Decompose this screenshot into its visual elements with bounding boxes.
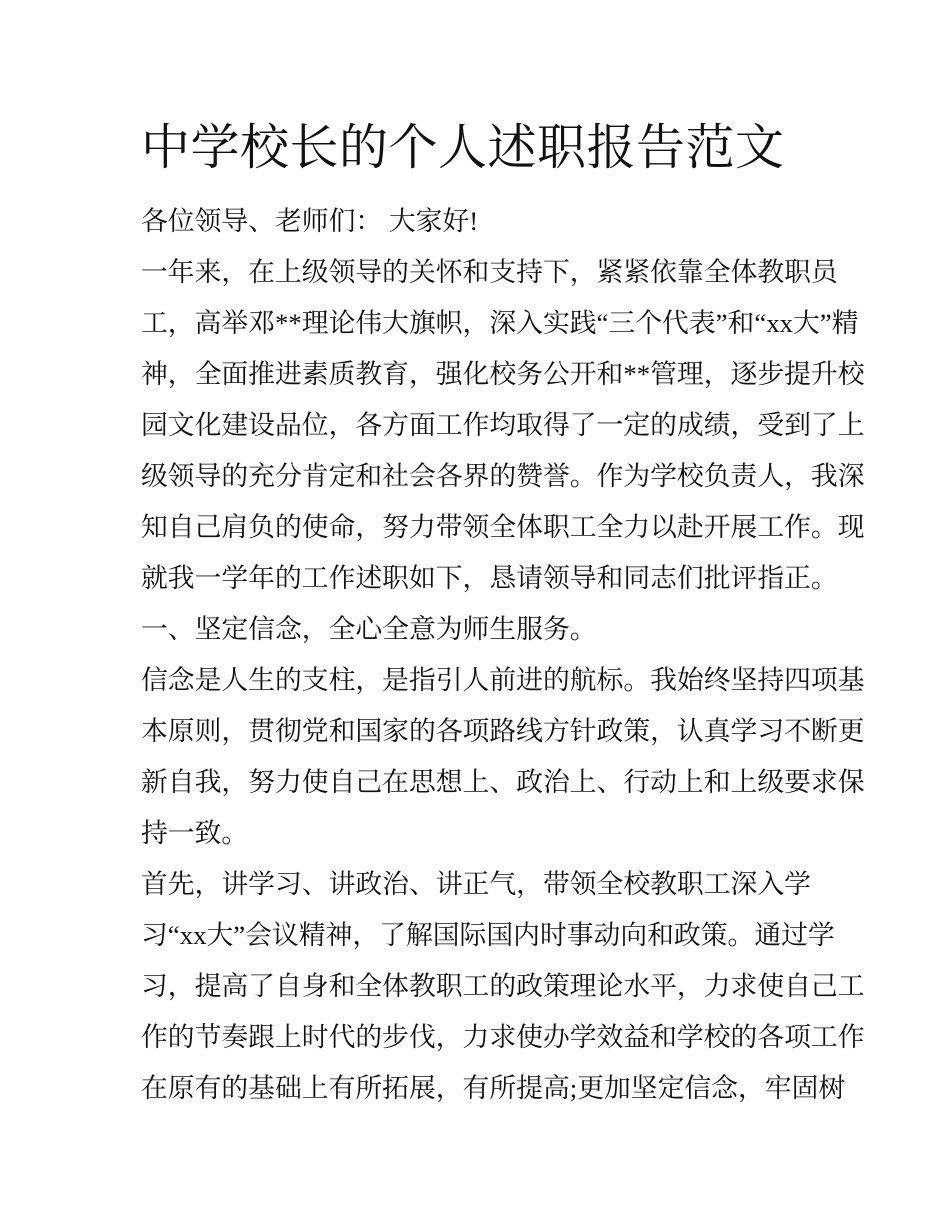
text-line: 工，高举邓**理论伟大旗帜，深入实践“三个代表”和“xx大”精: [141, 308, 859, 338]
text-line: 首先，讲学习、讲政治、讲正气，带领全校教职工深入学: [141, 869, 811, 899]
text-line: 作的节奏跟上时代的步伐，力求使办学效益和学校的各项工作: [141, 1022, 865, 1052]
text-line: 本原则，贯彻党和国家的各项路线方针政策，认真学习不断更: [141, 716, 865, 746]
text-line: 习，提高了自身和全体教职工的政策理论水平，力求使自己工: [141, 971, 865, 1001]
document-body: [141, 196, 865, 1114]
text-line: 在原有的基础上有所拓展，有所提高;更加坚定信念，牢固树: [141, 1073, 846, 1103]
text-line: 神，全面推进素质教育，强化校务公开和**管理，逐步提升校: [141, 359, 865, 389]
text-line: 新自我，努力使自己在思想上、政治上、行动上和上级要求保: [141, 767, 865, 797]
text-line: 级领导的充分肯定和社会各界的赞誉。作为学校负责人，我深: [141, 461, 865, 491]
text-line: 习“xx大”会议精神，了解国际国内时事动向和政策。通过学: [141, 920, 835, 950]
text-line: 各位领导、老师们： 大家好!: [141, 206, 479, 236]
text-line: 一年来，在上级领导的关怀和支持下，紧紧依靠全体教职员: [141, 257, 838, 287]
section-heading: 一、坚定信念，全心全意为师生服务。: [141, 614, 597, 644]
text-line: 持一致。: [141, 818, 249, 848]
text-line: 就我一学年的工作述职如下，恳请领导和同志们批评指正。: [141, 563, 838, 593]
text-line: 园文化建设品位，各方面工作均取得了一定的成绩，受到了上: [141, 410, 865, 440]
text-line: 信念是人生的支柱，是指引人前进的航标。我始终坚持四项基: [141, 665, 865, 695]
text-line: 知自己肩负的使命，努力带领全体职工全力以赴开展工作。现: [141, 512, 865, 542]
document-title: 中学校长的个人述职报告范文: [141, 120, 785, 175]
